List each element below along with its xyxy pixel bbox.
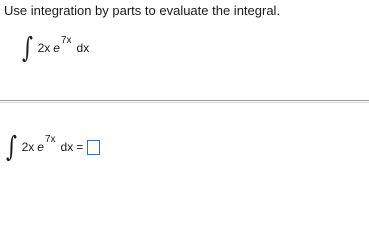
answer-expression xyxy=(6,130,100,164)
differential: dx xyxy=(60,140,74,154)
integrand-base: e xyxy=(53,41,60,55)
integrand-exponent: 7x xyxy=(44,133,56,145)
integral-expression xyxy=(22,31,89,65)
integrand-coefficient: 2x xyxy=(21,140,35,154)
differential: dx xyxy=(76,41,90,55)
integrand-base: e xyxy=(37,140,44,154)
integrand-exponent: 7x xyxy=(60,34,72,46)
question-instruction: Use integration by parts to evaluate the integral. xyxy=(4,3,281,18)
integral-sign: ∫ xyxy=(22,31,33,64)
section-divider xyxy=(0,100,369,101)
answer-input-box[interactable] xyxy=(87,140,100,155)
integral-sign: ∫ xyxy=(6,130,17,163)
integrand-coefficient: 2x xyxy=(37,41,51,55)
equals-sign: = xyxy=(76,140,84,154)
